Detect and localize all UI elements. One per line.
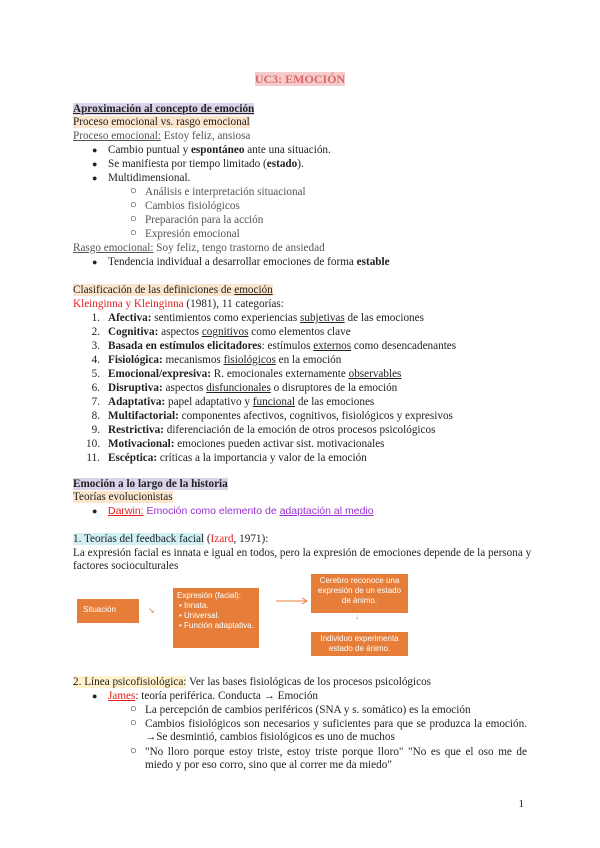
sub-bullet-circle: ○ xyxy=(130,717,137,729)
bullet-item: Multidimensional. xyxy=(108,172,191,184)
james-sub-item: La percepción de cambios periféricos (SNA y s. somático) es la emoción xyxy=(145,704,471,716)
section1-heading: Aproximación al concepto de emoción xyxy=(73,103,255,115)
bullet-dot: ● xyxy=(92,159,98,169)
arrow-right-icon xyxy=(276,596,312,606)
james-sub-item: Cambios fisiológicos son necesarios y suficientes para que se produzca la emoción. →Se desmintió, cambios fisiológicos es uno de muchos xyxy=(145,718,527,743)
list-item: Adaptativa: papel adaptativo y funcional de las emociones xyxy=(108,396,375,408)
feedback-facial-heading: 1. Teorías del feedback facial (Izard, 1971): xyxy=(73,533,269,545)
list-item: Escéptica: críticas a la importancia y valor de la emoción xyxy=(108,452,367,464)
list-item-number: 8. xyxy=(91,410,100,422)
list-item-number: 1. xyxy=(91,312,100,324)
section1-subheading: Proceso emocional vs. rasgo emocional xyxy=(73,116,250,128)
list-item: Motivacional: emociones pueden activar sist. motivacionales xyxy=(108,438,385,450)
section3-heading: Emoción a lo largo de la historia xyxy=(73,478,228,490)
expresion-item: • Función adaptativa. xyxy=(179,621,254,630)
list-item-number: 5. xyxy=(91,368,100,380)
expresion-item: • Universal. xyxy=(179,611,220,620)
sub-bullet-item: Análisis e interpretación situacional xyxy=(145,186,306,198)
feedback-facial-paragraph: La expresión facial es innata e igual en todos, pero la expresión de emociones depende de la persona y factores socioculturales xyxy=(73,547,532,572)
list-item-number: 9. xyxy=(91,424,100,436)
sub-bullet-circle: ○ xyxy=(130,745,137,757)
darwin-line: Darwin: Emoción como elemento de adaptación al medio xyxy=(108,505,374,517)
bullet-dot: ● xyxy=(92,173,98,183)
list-item-number: 4. xyxy=(91,354,100,366)
page-number: 1 xyxy=(518,798,524,810)
list-item-number: 10. xyxy=(86,438,100,450)
bullet-dot: ● xyxy=(92,691,98,701)
list-item-number: 2. xyxy=(91,326,100,338)
list-item: Disruptiva: aspectos disfuncionales o disruptores de la emoción xyxy=(108,382,398,394)
linea-psicofisiologica-heading: 2. Línea psicofisiológica: Ver las bases fisiológicas de los procesos psicológicos xyxy=(73,676,432,688)
sub-bullet-circle: ○ xyxy=(130,703,137,715)
arrow-icon: ↘ xyxy=(148,606,155,615)
sub-bullet-item: Preparación para la acción xyxy=(145,214,264,226)
diagram-box-expresion xyxy=(173,588,259,648)
bullet-item: Se manifiesta por tiempo limitado (estado). xyxy=(108,158,304,170)
section3-subheading: Teorías evolucionistas xyxy=(73,491,173,503)
list-item: Emocional/expresiva: R. emocionales externamente observables xyxy=(108,368,402,380)
diagram-box-situacion: Situación xyxy=(77,599,139,623)
bullet-item: Cambio puntual y espontáneo ante una situación. xyxy=(108,144,331,156)
list-item: Restrictiva: diferenciación de la emoción de otros procesos psicológicos xyxy=(108,424,436,436)
list-item-number: 7. xyxy=(91,396,100,408)
sub-bullet-item: Cambios fisiológicos xyxy=(145,200,240,212)
list-item: Afectiva: sentimientos como experiencias subjetivas de las emociones xyxy=(108,312,424,324)
bullet-dot: ● xyxy=(92,257,98,267)
sub-bullet-item: Expresión emocional xyxy=(145,228,240,240)
arrow-down-icon: ↓ xyxy=(355,612,359,621)
list-item-number: 3. xyxy=(91,340,100,352)
expresion-title: Expresión (facial): xyxy=(177,591,242,600)
expresion-item: • Innata. xyxy=(179,601,209,610)
rasgo-emocional-line: Rasgo emocional: Soy feliz, tengo trastorno de ansiedad xyxy=(73,242,325,254)
bullet-dot: ● xyxy=(92,145,98,155)
list-item: Basada en estímulos elicitadores: estímulos externos como desencadenantes xyxy=(108,340,457,352)
list-item: Multifactorial: componentes afectivos, cognitivos, fisiológicos y expresivos xyxy=(108,410,453,422)
sub-bullet-circle: ○ xyxy=(130,227,137,239)
bullet-item: Tendencia individual a desarrollar emociones de forma estable xyxy=(108,256,390,268)
list-item: Fisiológica: mecanismos fisiológicos en la emoción xyxy=(108,354,342,366)
sub-bullet-circle: ○ xyxy=(130,199,137,211)
kleinginna-line: Kleinginna y Kleinginna (1981), 11 categorías: xyxy=(73,298,284,310)
bullet-dot: ● xyxy=(92,506,98,516)
list-item-number: 11. xyxy=(86,452,100,464)
list-item: Cognitiva: aspectos cognitivos como elementos clave xyxy=(108,326,351,338)
list-item-number: 6. xyxy=(91,382,100,394)
diagram-box-cerebro: Cerebro reconoce una expresión de un estado de ánimo. xyxy=(311,574,408,613)
section2-heading: Clasificación de las definiciones de emoción xyxy=(73,284,273,296)
james-line: James: teoría periférica. Conducta → Emoción xyxy=(108,690,319,702)
diagram-box-individuo: Individuo experimenta estado de ánimo. xyxy=(311,632,408,656)
sub-bullet-circle: ○ xyxy=(130,213,137,225)
proceso-emocional-line: Proceso emocional: Estoy feliz, ansiosa xyxy=(73,130,251,142)
sub-bullet-circle: ○ xyxy=(130,185,137,197)
james-sub-item: "No lloro porque estoy triste, estoy triste porque lloro" "No es que el oso me de miedo y por eso corro, sino que al correr me da miedo" xyxy=(145,746,527,771)
page-title: UC3: EMOCIÓN xyxy=(254,72,346,86)
